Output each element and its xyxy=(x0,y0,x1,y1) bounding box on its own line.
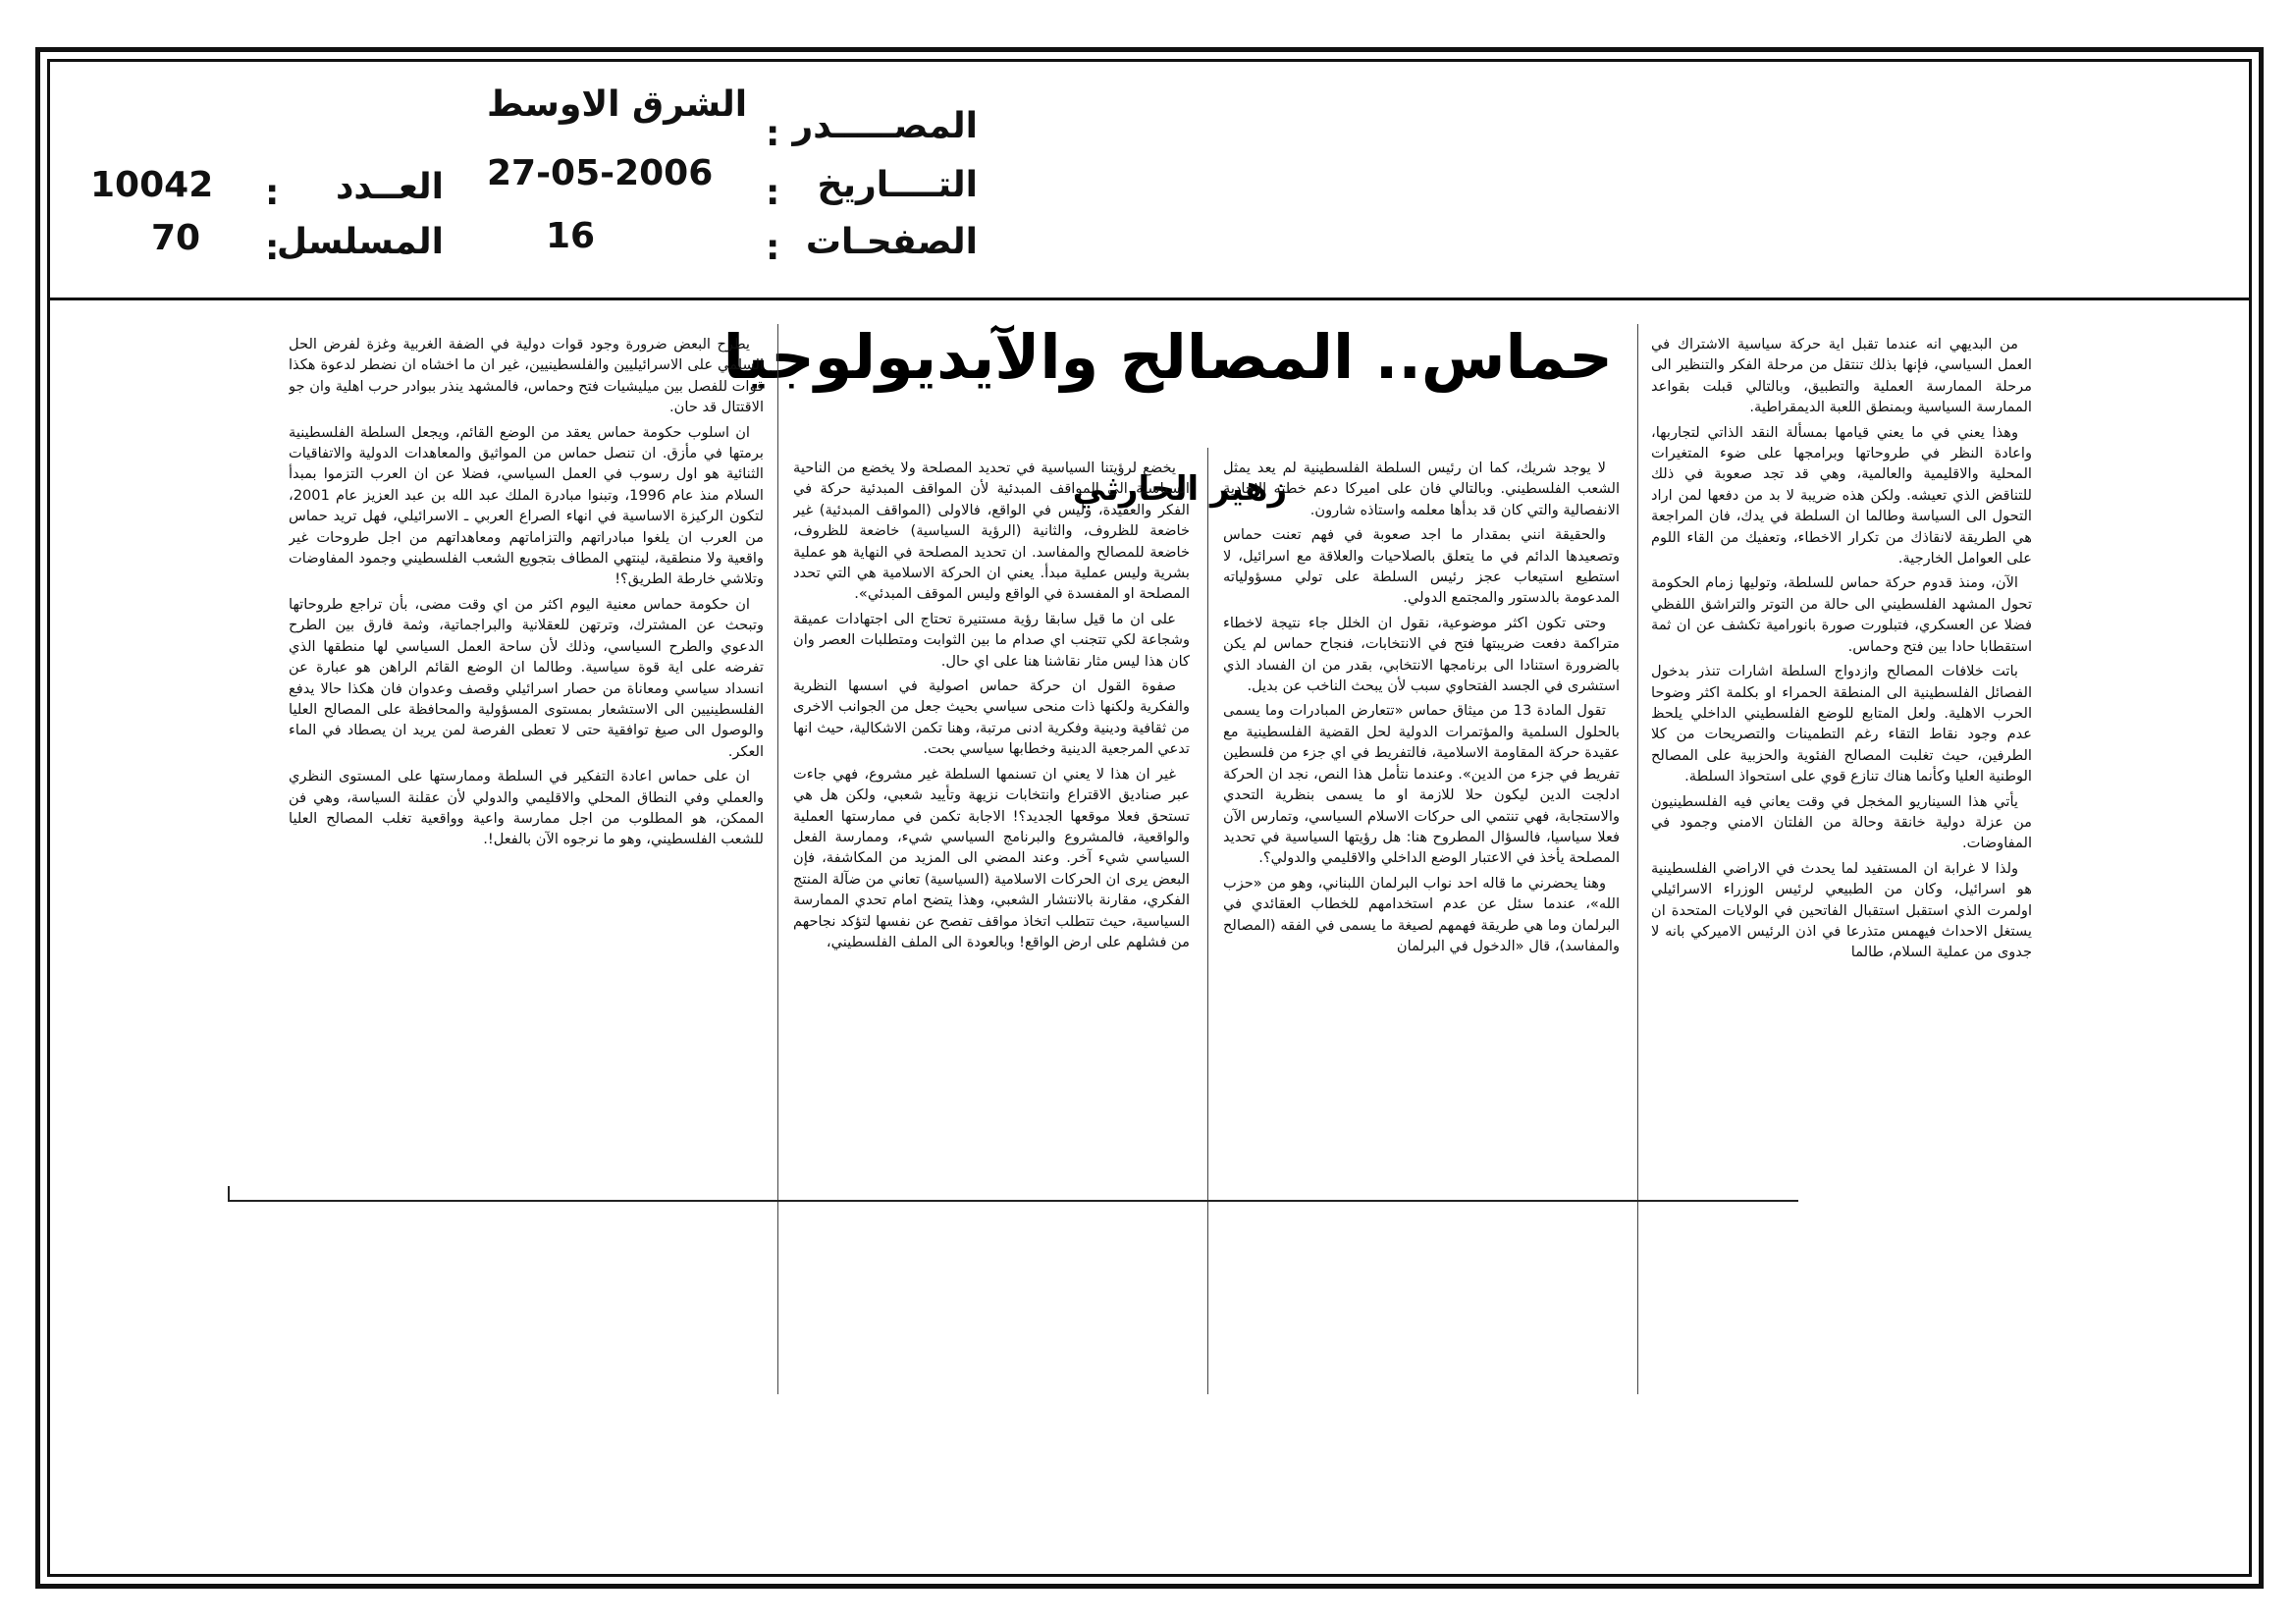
source-colon: : xyxy=(766,114,780,154)
article-paragraph: صفوة القول ان حركة حماس اصولية في اسسها النظرية والفكرية ولكنها ذات منحى سياسي بحيث جعل من الجوانب الاخرى من ثقافية ودينية وفكرية ادنى مرتبة، وهنا تكمن الاشكالية، حيث انها تدعي المرجعية الدينية وخطابها سياسي بحت. xyxy=(793,677,1190,758)
bottom-rule xyxy=(228,1200,1798,1202)
article-paragraph: لا يوجد شريك، كما ان رئيس السلطة الفلسطينية لم يعد يمثل الشعب الفلسطيني. وبالتالي فان على اميركا دعم خطته الاحادية الانفصالية والتي كان قد بدأها معلمه واستاذه شارون. xyxy=(1223,460,1620,518)
issue-value: 10042 xyxy=(90,165,214,205)
date-value: 27-05-2006 xyxy=(487,153,714,193)
pages-value: 16 xyxy=(546,216,596,256)
article-column-2 xyxy=(1223,458,1620,1483)
article-paragraph: وحتى تكون اكثر موضوعية، نقول ان الخلل جاء نتيجة لاخطاء متراكمة دفعت ضريبتها فتح في الانتخابات، فنجاح حماس لم يكن بالضرورة استنادا الى برنامجها الانتخابي، بقدر من ان الفساد الذي استشرى في الجسد الفتحاوي سبب لأن يبحث الناخب عن بديل. xyxy=(1223,614,1620,695)
article-paragraph: غير ان هذا لا يعني ان تسنمها السلطة غير مشروع، فهي جاءت عبر صناديق الاقتراع وانتخابات نزيهة وتأييد شعبي، ولكن هل هي تستحق فعلا موقعها الجديد؟! الاجابة تكمن في ممارستها العملية والواقعية، فالمشروع والبرنامج السياسي شيء، وممارسة الفعل السياسي شيء آخر. وعند المضي الى المزيد من المكاشفة، فإن البعض يرى ان الحركات الاسلامية (السياسية) تعاني من ضآلة المنتج الفكري، مقارنة بالانتشار الشعبي، وهذا يتضح امام تحدي الممارسة السياسية، حيث تتطلب اتخاذ مواقف تفصح عن نفسها لتؤكد نجاحهم من فشلهم على ارض الواقع! وبالعودة الى الملف الفلسطيني، xyxy=(793,765,1190,950)
pages-colon: : xyxy=(766,228,780,268)
article-paragraph: يطرح البعض ضرورة وجود قوات دولية في الضفة الغربية وغزة لفرض الحل السلمي على الاسرائيليين والفلسطينيين، غير ان ما اخشاه ان نضطر لدعوة هكذا قوات للفصل بين ميليشيات فتح وحماس، فالمشهد ينذر ببوادر حرب اهلية وان جو الاقتتال قد حان. xyxy=(289,336,764,416)
article-paragraph: وهنا يحضرني ما قاله احد نواب البرلمان اللبناني، وهو من «حزب الله»، عندما سئل عن عدم استخدامهم للخطاب العقائدي في البرلمان وما هي طريقة فهمهم لصيغة ما يسمى في الفقه (المصالح والمفاسد)، قال «الدخول في البرلمان xyxy=(1223,874,1620,954)
article-column-1 xyxy=(1651,334,2032,1483)
article-paragraph: ولذا لا غرابة ان المستفيد لما يحدث في الاراضي الفلسطينية هو اسرائيل، وكان من الطبيعي لرئيس الوزراء الاسرائيلي اولمرت الذي استقبل استقبال الفاتحين في الولايات المتحدة ان يستغل الاحداث فيهمس متذرعا في اذن الرئيس الاميركي بانه لا جدوى من عملية السلام، طالما xyxy=(1651,859,2032,961)
source-value: الشرق الاوسط xyxy=(487,84,748,125)
article-paragraph: من البديهي انه عندما تقبل اية حركة سياسية الاشتراك في العمل السياسي، فإنها بذلك تنتقل من مرحلة الفكر والتنظير الى مرحلة الممارسة العملية والتطبيق، وبالتالي قبلت بقواعد الممارسة السياسية وبمنطق اللعبة الديمقراطية. xyxy=(1651,336,2032,416)
column-divider xyxy=(1207,448,1208,1394)
date-colon: : xyxy=(766,173,780,213)
article-paragraph: والحقيقة انني بمقدار ما اجد صعوبة في فهم تعنت حماس وتصعيدها الدائم في ما يتعلق بالصلاحيات والعلاقة مع اسرائيل، لا استطيع استيعاب عجز رئيس السلطة على تولي مسؤولياته المدعومة بالدستور والمجتمع الدولي. xyxy=(1223,526,1620,607)
article-paragraph: يأتي هذا السيناريو المخجل في وقت يعاني فيه الفلسطينيون من عزلة دولية خانقة وحالة من الفلتان الامني وجمود في المفاوضات. xyxy=(1651,792,2032,852)
article-paragraph: ان على حماس اعادة التفكير في السلطة وممارستها على المستوى النظري والعملي وفي النطاق المحلي والاقليمي والدولي لأن عقلنة السياسة، وهي فن الممكن، هو المطلوب من اجل ممارسة واعية وواقعية تغلب المصالح العليا للشعب الفلسطيني، وهو ما نرجوه الآن بالفعل!. xyxy=(289,768,764,848)
article-headline: حماس.. المصالح والآيديولوجيا xyxy=(722,321,1613,393)
article xyxy=(47,300,2252,1577)
article-paragraph: ان حكومة حماس معنية اليوم اكثر من اي وقت مضى، بأن تراجع طروحاتها وتبحث عن المشترك، وترتهن للعقلانية والبراجماتية، وثمة فارق بين الطرح الدعوي والطرح السياسي، وذلك لأن ساحة العمل السياسي لها منطقها الذي تفرضه على اية قوة سياسية. وطالما ان الوضع القائم الراهن هو عبارة عن انسداد سياسي ومعاناة من حصار اسرائيلي وقصف وعدوان فان هكذا حالا يدفع الفلسطينيين الى الاستشعار بمستوى المسؤولية والمحافظة على المصالح العليا والوصول الى صيغ توافقية حتى لا تعطى الفرصة لمن يريد ان يصطاد في الماء العكر. xyxy=(289,595,764,760)
column-divider xyxy=(777,324,778,1394)
article-column-4 xyxy=(289,334,764,1483)
column-divider xyxy=(1637,324,1638,1394)
issue-colon: : xyxy=(265,173,280,213)
article-paragraph: الآن، ومنذ قدوم حركة حماس للسلطة، وتوليها زمام الحكومة تحول المشهد الفلسطيني الى حالة من التوتر والتراشق اللفظي فضلا عن العسكري، فتبلورت صورة بانورامية تكشف عن ان ثمة استقطابا حادا بين فتح وحماس. xyxy=(1651,574,2032,655)
article-paragraph: على ان ما قيل سابقا رؤية مستنيرة تحتاج الى اجتهادات عميقة وشجاعة لكي تتجنب اي صدام ما بين الثوابت ومتطلبات العصر وان كان هذا ليس مثار نقاشنا هنا على اي حال. xyxy=(793,610,1190,670)
article-paragraph: باتت خلافات المصالح وازدواج السلطة اشارات تنذر بدخول الفصائل الفلسطينية الى المنطقة الحمراء او بكلمة اكثر وضوحا الحرب الاهلية. ولعل المتابع للوضع الفلسطيني الداخلي يلحظ عدم وجود نقاط التقاء رغم التطمينات والتصريحات من كلا الطرفين، حيث تغلبت المصالح الفئوية والحزبية على المصالح الوطنية العليا وكأنما هناك تنازع قوي على استحواذ السلطة. xyxy=(1651,663,2032,785)
issue-label: العــدد xyxy=(335,167,444,207)
article-paragraph: يخضع لرؤيتنا السياسية في تحديد المصلحة ولا يخضع من الناحية السياسية الى المواقف المبدئية لأن المواقف المبدئية حركة في الفكر والعقيدة، وليس في الواقع، فالاولى (المواقف المبدئية) غير خاضعة للظروف، والثانية (الرؤية السياسية) خاضعة للظروف، خاضعة للمصالح والمفاسد. ان تحديد المصلحة في النهاية هو عملية بشرية وليس عملية مبدأ. يعني ان الحركة الاسلامية هي التي تحدد المصلحة او المفسدة في الواقع وليس الموقف المبدئي». xyxy=(793,460,1190,603)
article-column-3 xyxy=(793,458,1190,1483)
serial-label: المسلسل xyxy=(276,222,444,262)
article-paragraph: وهذا يعني في ما يعني قيامها بمسألة النقد الذاتي لتجاربها، واعادة النظر في طروحاتها وبرامجها على ضوء المتغيرات المحلية والاقليمية والعالمية، وهي قد تجد صعوبة في ذلك للتناقض الذي تعيشه. ولكن هذه ضريبة لا بد من دفعها لمن اراد التحول الى السياسة وطالما ان السلطة في يدك، فان المراجعة هي الطريقة لانقاذك من تكرار الاخطاء، وتعفيك من القاء اللوم على العوامل الخارجية. xyxy=(1651,423,2032,568)
pages-label: الصفحـات xyxy=(805,222,978,262)
clipping-header xyxy=(47,59,2252,300)
date-label: التــــاريخ xyxy=(817,165,978,205)
article-paragraph: تقول المادة 13 من ميثاق حماس «تتعارض المبادرات وما يسمى بالحلول السلمية والمؤتمرات الدولية لحل القضية الفلسطينية مع عقيدة حركة المقاومة الاسلامية، فالتفريط في اي جزء من فلسطين تفريط في جزء من الدين». وعندما نتأمل هذا النص، نجد ان الحركة ادلجت الدين ليكون حلا للازمة او ما يسمى بنظرية التحدي والاستجابة، فهي تنتمي الى حركات الاسلام السياسي، وتمارس الآن فعلا سياسيا، فالسؤال المطروح هنا: هل رؤيتها السياسية في تحديد المصلحة يأخذ في الاعتبار الوضع الداخلي والاقليمي والدولي؟. xyxy=(1223,702,1620,867)
source-label: المصـــــدر xyxy=(792,106,978,146)
serial-colon: : xyxy=(265,228,280,268)
article-byline: زهير الحارثي xyxy=(1072,469,1288,509)
article-paragraph: ان اسلوب حكومة حماس يعقد من الوضع القائم، ويجعل السلطة الفلسطينية برمتها في مأزق. ان تنصل حماس من المواثيق والمعاهدات الدولية والاتفاقيات الثنائية هو اول رسوب في العمل السياسي، فضلا عن ان العرب التزموا بمبدأ السلام منذ عام 1996، وتبنوا مبادرة الملك عبد الله بن عبد العزيز عام 2001، لتكون الركيزة الاساسية في انهاء الصراع العربي ـ الاسرائيلي، فهل تريد حماس من العرب ان يلغوا مبادراتهم والتزاماتهم ومعاهداتهم من اجل طروحات غير واقعية ولا منطقية، لينتهي المطاف بتجويع الشعب الفلسطيني وجمود المفاوضات وتلاشي خارطة الطريق؟! xyxy=(289,423,764,588)
serial-value: 70 xyxy=(151,218,201,258)
